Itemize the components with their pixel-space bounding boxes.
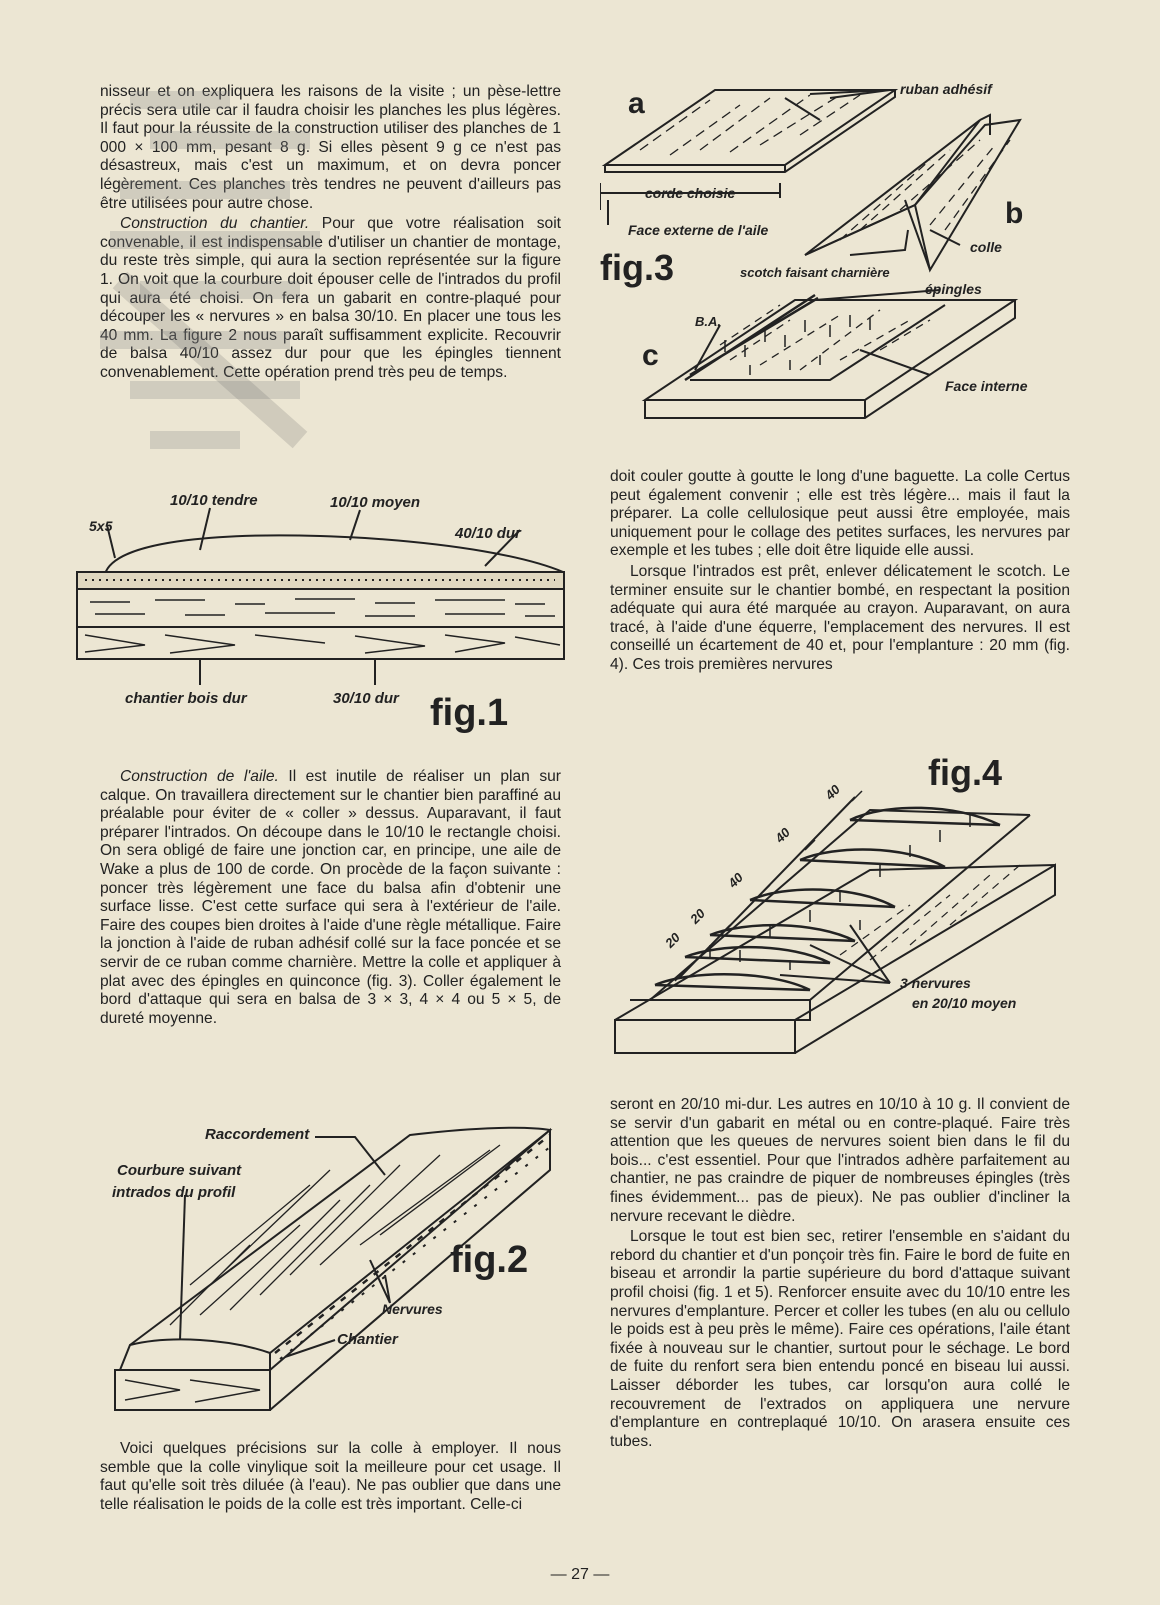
- fig3-label-b: b: [1005, 197, 1024, 230]
- fig4-dim-40c: 40: [822, 781, 843, 803]
- fig2-title: fig.2: [450, 1239, 529, 1281]
- fig3-label-ruban: ruban adhésif: [900, 81, 992, 97]
- fig3-label-c: c: [642, 339, 659, 372]
- fig3-label-epingles: épingles: [925, 281, 982, 297]
- right-column-top: [610, 468, 1070, 675]
- fig3-label-a: a: [628, 87, 645, 120]
- fig1-label-moyen: 10/10 moyen: [330, 494, 421, 511]
- figure-1: [75, 490, 595, 740]
- left-column-bottom: [100, 1440, 561, 1514]
- fig1-label-30-10: 30/10 dur: [333, 690, 399, 707]
- fig3-label-ba: B.A.: [695, 314, 721, 329]
- paragraph-finition: Lorsque le tout est bien sec, retirer l'ensemble en s'aidant du rebord du chantier et d'un ponçoir très fin. Faire le bord de fuite en biseau et arrondir la partie supérieure du bord d'attaque suivant profil choisi (fig. 1 et 5). Renforcer ensuite avec du 10/10 entre les nervures d'emplanture. Percer et coller les tubes (en alu ou cellulo le poids est à peu près le même). Faire ces opérations, l'aile étant fixée à nouveau sur le chantier, surtout pour le séchage. Le bord de fuite du renfort sera bien entendu poncé en biseau lui aussi. Laisser déborder les tubes, car lorsqu'on aura collé le recouvrement de l'extrados on appliquera une nervure d'emplanture en contreplaqué 10/10. On arasera ensuite ces tubes.: [610, 1228, 1070, 1450]
- fig1-label-chantier: chantier bois dur: [125, 690, 247, 707]
- fig1-label-tendre: 10/10 tendre: [170, 492, 258, 509]
- section-heading-aile: Construction de l'aile.: [120, 768, 279, 785]
- figure-2: [110, 1125, 570, 1415]
- fig4-label-nervures-1: 3 nervures: [900, 975, 971, 991]
- right-column-bottom: [610, 1096, 1070, 1451]
- paragraph-intrados: Lorsque l'intrados est prêt, enlever délicatement le scotch. Le terminer ensuite sur le chantier bombé, en respectant la position adéquate qui aura été marquée au crayon. Auparavant, on aura tracé, à l'aide d'une équerre, l'emplacement des nervures. Il est conseillé un écartement de 40 et, pour l'emplanture : 20 mm (fig. 4). Ces trois premières nervures: [610, 562, 1070, 673]
- paragraph-colle: Voici quelques précisions sur la colle à employer. Il nous semble que la colle vinylique soit la meilleure pour cet usage. Il faut qu'elle soit très diluée (à l'eau). Ne pas oublier que dans une telle réalisation le poids de la colle est très important. Celle-ci: [100, 1440, 561, 1513]
- paragraph-chantier-body: Pour que votre réalisation soit convenable, il est indispensable d'utiliser un chantier de montage, du reste très simple, qui aura la section représentée sur la figure 1. On voit que la courbure doit épouser celle de l'intrados du profil qui aura été choisi. On fera un gabarit en contre-plaqué pour découper les « nervures » en balsa 30/10. En placer une tous les 40 mm. La figure 2 nous paraît suffisamment explicite. Recouvrir de balsa 40/10 assez dur pour que les épingles tiennent convenablement. Cette opération prend très peu de temps.: [100, 215, 561, 381]
- fig2-label-chantier: Chantier: [337, 1331, 398, 1348]
- fig4-label-nervures-2: en 20/10 moyen: [912, 995, 1017, 1011]
- fig3-label-face-interne: Face interne: [945, 378, 1028, 394]
- fig4-dim-20a: 20: [662, 929, 683, 951]
- fig3-label-face-externe: Face externe de l'aile: [628, 222, 769, 238]
- fig3-label-scotch: scotch faisant charnière: [740, 265, 890, 280]
- paragraph-aile-body: Il est inutile de réaliser un plan sur calque. On travaillera directement sur le chantier bien paraffiné au préalable pour éviter de « coller » dessus. Auparavant, il faut préparer l'intrados. On découpe dans le 10/10 le rectangle choisi. On sera obligé de faire une jonction car, en principe, une aile de Wake a plus de 100 de corde. On procède de la façon suivante : poncer très légèrement une face du balsa afin d'obtenir une surface lisse. C'est cette surface qui sera à l'extérieur de l'aile. Faire des coupes bien droites à l'aide d'une règle métallique. Faire la jonction à l'aide de ruban adhésif collé sur la face poncée et se servir de ce ruban comme charnière. Mettre la colle et appliquer à plat avec des épingles en quinconce (fig. 3). Coller également le bord d'attaque qui sera en balsa de 3 × 3, 4 × 4 ou 5 × 5, de dureté moyenne.: [100, 768, 561, 1027]
- left-column-middle: [100, 768, 561, 1028]
- fig2-label-courbure-2: intrados du profil: [112, 1184, 236, 1201]
- fig2-label-courbure-1: Courbure suivant: [117, 1162, 242, 1179]
- fig2-label-nervures: Nervures: [382, 1301, 443, 1317]
- fig3-label-corde: corde choisie: [645, 185, 736, 201]
- paragraph-colle-suite: doit couler goutte à goutte le long d'une baguette. La colle Certus peut également convenir ; elle est très légère... mais il faut la préparer. La colle cellulosique peut aussi être employée, mais uniquement pour le collage des petites surfaces, les nervures par exemple et les tubes ; elle doit être liquide elle aussi.: [610, 468, 1070, 560]
- paragraph-nervures: seront en 20/10 mi-dur. Les autres en 10/10 à 10 g. Il convient de se servir d'un gabarit en métal ou en contre-plaqué. Faire très attention que les queues de nervures soient bien dans le fil du bois... c'est essentiel. Pour que l'intrados adhère parfaitement au chantier, ne pas craindre de piquer de nombreuses épingles (très fines évidemment... pas de pieux). Ne pas oublier d'incliner la nervure recevant le dièdre.: [610, 1096, 1070, 1225]
- fig1-label-40-10: 40/10 dur: [455, 525, 521, 542]
- figure-4: [610, 745, 1080, 1065]
- fig4-dim-40a: 40: [725, 869, 746, 891]
- fig1-label-5x5: 5x5: [89, 518, 113, 534]
- section-heading-chantier: Construction du chantier.: [120, 215, 310, 233]
- paragraph-construction-aile: [100, 768, 561, 1028]
- page-number: — 27 —: [550, 1566, 610, 1583]
- fig2-label-raccordement: Raccordement: [205, 1126, 310, 1143]
- fig4-title: fig.4: [928, 752, 1003, 793]
- fig4-dim-40b: 40: [772, 824, 793, 846]
- paragraph-construction-chantier: [100, 215, 561, 382]
- paragraph-continuation: nisseur et on expliquera les raisons de la visite ; un pèse-lettre précis sera utile car il faudra choisir les planches les plus légères. Il faut pour la réussite de la construction utiliser des planches de 1 000 × 100 mm, pesant 8 g. Si elles pèsent 9 g ce n'est pas désastreux, mais c'est un maximum, et on devra poncer légèrement. Ces planches très tendres ne peuvent d'ailleurs pas être utilisées pour autre chose.: [100, 83, 561, 212]
- fig4-dim-20b: 20: [687, 905, 708, 927]
- fig3-label-colle: colle: [970, 239, 1002, 255]
- figure-3: [600, 80, 1070, 430]
- left-column-top: [100, 83, 561, 383]
- fig1-title: fig.1: [430, 692, 509, 734]
- fig3-title: fig.3: [600, 247, 675, 288]
